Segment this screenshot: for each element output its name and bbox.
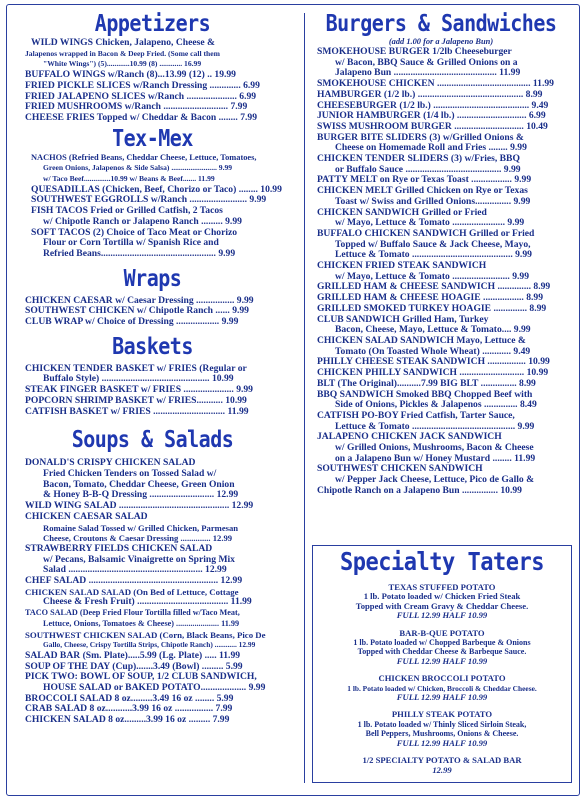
menu-line: & Honey B-B-Q Dressing ........................... 12.99 — [43, 490, 239, 501]
menu-line: SMOKEHOUSE CHICKEN ....................................... 11.99 — [317, 79, 554, 90]
baskets-list — [9, 364, 296, 418]
texmex-list — [9, 153, 296, 260]
tater-item — [313, 710, 571, 748]
tater-desc: Bell Peppers, Mushrooms, Onions & Cheese. — [365, 729, 519, 739]
tater-desc: 1 lb. Potato loaded w/ Chicken, Broccoli & Cheddar Cheese. — [347, 683, 537, 693]
menu-line: Cheese on Homemade Roll and Fries ........ 9.99 — [335, 143, 527, 154]
menu-line: STEAK FINGER BASKET w/ FRIES ..................... 9.99 — [25, 385, 253, 396]
menu-line: HOUSE SALAD or BAKED POTATO................... 9.99 — [43, 683, 266, 694]
menu-line: JALAPENO CHICKEN JACK SANDWICH — [317, 432, 502, 443]
menu-line: Jalapenos wrapped in Bacon & Deep Fried. (Some call them — [25, 48, 220, 58]
menu-line: BLT (The Original)..........7.99 BIG BLT ............... 8.99 — [317, 378, 536, 389]
menu-line: w/ Grilled Onions, Mushrooms, Bacon & Cheese — [335, 443, 534, 454]
menu-line: CHICKEN PHILLY SANDWICH ........................... 10.99 — [317, 368, 549, 379]
menu-line: Tomato (On Toasted Whole Wheat) ............ 9.49 — [335, 346, 531, 357]
tater-desc: 1 lb. Potato loaded w/ Thinly Sliced Sirloin Steak, — [357, 719, 527, 729]
menu-line: SMOKEHOUSE BURGER 1/2lb Cheeseburger — [317, 47, 512, 57]
texmex-heading: Tex-Mex — [112, 123, 193, 152]
menu-line: PHILLY CHEESE STEAK SANDWICH ................ 10.99 — [317, 357, 550, 368]
tater-name: PHILLY STEAK POTATO — [391, 709, 493, 720]
menu-line: Lettuce & Tomato ........................................... 9.99 — [335, 421, 535, 432]
burgers-list — [309, 47, 573, 497]
menu-line: WILD WING SALAD .............................................. 12.99 — [25, 501, 254, 512]
menu-line: BURGER BITE SLIDERS (3) w/Grilled Onions & — [317, 132, 524, 143]
menu-line: w/ Taco Beef..............10.99 w/ Beans & Beef....... 11.99 — [43, 174, 215, 184]
menu-line: Bacon, Cheese, Mayo, Lettuce & Tomato.... 9.99 — [335, 325, 531, 336]
menu-line: HAMBURGER (1/2 lb.) ............................................ 8.99 — [317, 89, 543, 100]
appetizers-heading: Appetizers — [94, 9, 211, 37]
menu-line: CHICKEN TENDER SLIDERS (3) w/Fries, BBQ — [317, 154, 520, 165]
menu-line: Jalapeno Bun ........................................... 11.99 — [335, 68, 521, 79]
menu-line: POPCORN SHRIMP BASKET w/ FRIES........... 10.99 — [25, 395, 247, 406]
menu-line: SOFT TACOS (2) Choice of Taco Meat or Chorizo — [31, 227, 238, 238]
menu-line: STRAWBERRY FIELDS CHICKEN SALAD — [25, 543, 213, 554]
menu-line: Gallo, Cheese, Crispy Tortilla Strips, Chipotle Ranch) ............ 12.99 — [43, 640, 256, 650]
taters-heading: Specialty Taters — [340, 548, 544, 577]
menu-line: CHICKEN FRIED STEAK SANDWICH — [317, 261, 487, 272]
menu-line: TACO SALAD (Deep Fried Flour Tortilla filled w/Taco Meat, — [25, 608, 240, 618]
menu-line: WILD WINGS Chicken, Jalapeno, Cheese & — [31, 38, 215, 48]
menu-line: CHICKEN TENDER BASKET w/ FRIES (Regular or — [25, 363, 247, 374]
menu-line: PICK TWO: BOWL OF SOUP, 1/2 CLUB SANDWICH, — [25, 672, 257, 683]
menu-line: CHICKEN CAESAR SALAD — [25, 511, 148, 522]
soups-list — [9, 458, 296, 726]
menu-line: w/ Pecans, Balsamic Vinaigrette on Spring Mix — [43, 554, 235, 565]
menu-line: Chipotle Ranch on a Jalapeno Bun ............... 10.99 — [317, 485, 522, 496]
menu-line: BBQ SANDWICH Smoked BBQ Chopped Beef with — [317, 389, 533, 400]
menu-line: CHICKEN CAESAR w/ Caesar Dressing ................ 9.99 — [25, 295, 254, 306]
baskets-heading: Baskets — [112, 331, 193, 360]
tater-desc: 1 lb. Potato loaded w/ Chopped Barbeque & Onions — [353, 638, 531, 648]
burgers-heading: Burgers & Sandwiches — [325, 9, 557, 37]
menu-line: CHEESE FRIES Topped w/ Cheddar & Bacon ........ 7.99 — [25, 112, 257, 123]
left-column — [9, 5, 296, 726]
right-column — [309, 5, 573, 497]
menu-line: w/ Chipotle Ranch or Jalapeno Ranch ......... 9.99 — [43, 216, 242, 227]
menu-line: Salad ........................................................ 12.99 — [43, 565, 227, 576]
tater-price: FULL 12.99 HALF 10.99 — [396, 610, 488, 621]
menu-line: PATTY MELT on Rye or Texas Toast ................. 9.99 — [317, 175, 532, 186]
menu-line: BROCCOLI SALAD 8 oz.........3.49 16 oz ........ 5.99 — [25, 693, 234, 704]
menu-line: CHICKEN SALAD SALAD (On Bed of Lettuce, Cottage — [25, 586, 239, 597]
soups-heading: Soups & Salads — [71, 425, 234, 454]
menu-line: FRIED JALAPENO SLICES w/Ranch ..................... 6.99 — [25, 91, 257, 102]
menu-line: w/ Mayo, Lettuce & Tomato ........................ 9.99 — [335, 271, 529, 282]
menu-line: JUNIOR HAMBURGER (1/4 lb.) ............................. 6.99 — [317, 111, 546, 122]
menu-line: Flour or Corn Tortilla w/ Spanish Rice and — [43, 238, 219, 249]
menu-line: Bacon, Tomato, Cheddar Cheese, Green Onion — [43, 479, 235, 490]
tater-desc: Topped with Cheddar Cheese & Barbeque Sauce. — [357, 647, 527, 657]
menu-line: SWISS MUSHROOM BURGER ............................. 10.49 — [317, 121, 548, 132]
tater-item — [313, 674, 571, 702]
menu-line: FISH TACOS Fried or Grilled Catfish, 2 Tacos — [31, 206, 223, 217]
menu-line: "White Wings") (5)............10.99 (8) ............ 16.99 — [43, 59, 202, 69]
menu-line: CHICKEN MELT Grilled Chicken on Rye or Texas — [317, 186, 528, 197]
menu-line: BUFFALO CHICKEN SANDWICH Grilled or Fried — [317, 228, 535, 239]
wraps-list — [9, 296, 296, 328]
menu-line: Lettuce & Tomato .......................................... 9.99 — [335, 250, 532, 261]
tater-desc: 1 lb. Potato loaded w/ Chicken Fried Steak — [363, 591, 521, 602]
tater-item — [313, 629, 571, 667]
menu-line: CHEF SALAD ...................................................... 12.99 — [25, 576, 243, 587]
menu-line: CRAB SALAD 8 oz...........3.99 16 oz ................ 7.99 — [25, 704, 233, 715]
tater-item — [313, 756, 571, 775]
tater-name: BAR-B-QUE POTATO — [399, 627, 485, 638]
column-divider — [304, 13, 305, 783]
menu-line: CLUB SANDWICH Grilled Ham, Turkey — [317, 314, 489, 325]
menu-line: Buffalo Style) ............................................. 10.99 — [43, 374, 234, 385]
menu-line: Lettuce, Onions, Tomatoes & Cheese) ..................... 11.99 — [43, 618, 240, 628]
menu-line: QUESADILLAS (Chicken, Beef, Chorizo or Taco) ........ 10.99 — [31, 184, 282, 195]
tater-price: FULL 12.99 HALF 10.99 — [396, 692, 488, 703]
menu-line: BUFFALO WINGS w/Ranch (8)...13.99 (12) .. 19.99 — [25, 70, 236, 81]
menu-line: or Buffalo Sauce ........................................ 9.99 — [335, 164, 521, 175]
menu-line: w/ Mayo, Lettuce & Tomato ...................... 9.99 — [335, 218, 525, 229]
menu-line: CHICKEN SALAD SANDWICH Mayo, Lettuce & — [317, 335, 526, 346]
menu-line: SOUTHWEST CHICKEN w/ Chipotle Ranch ...... 9.99 — [25, 306, 249, 317]
menu-line: Side of Onions, Pickles & Jalapenos .............. 8.49 — [335, 400, 537, 411]
menu-line: CATFISH PO-BOY Fried Catfish, Tarter Sauce, — [317, 410, 515, 421]
menu-line: GRILLED SMOKED TURKEY HOAGIE .............. 8.99 — [317, 303, 547, 314]
tater-name: 1/2 SPECIALTY POTATO & SALAD BAR — [362, 755, 522, 766]
menu-page — [6, 4, 580, 796]
menu-line: Fried Chicken Tenders on Tossed Salad w/ — [43, 468, 217, 479]
appetizers-list — [9, 38, 296, 124]
menu-line: SOUTHWEST EGGROLLS w/Ranch ........................ 9.99 — [31, 195, 267, 206]
tater-price: FULL 12.99 HALF 10.99 — [396, 737, 488, 748]
menu-line: NACHOS (Refried Beans, Cheddar Cheese, Lettuce, Tomatoes, — [31, 152, 257, 162]
menu-line: Cheese & Fresh Fruit) ...................................... 11.99 — [43, 597, 252, 608]
menu-line: FRIED MUSHROOMS w/Ranch ........................... 7.99 — [25, 102, 248, 113]
menu-line: CLUB WRAP w/ Choice of Dressing .................. 9.99 — [25, 317, 239, 328]
tater-price: FULL 12.99 HALF 10.99 — [396, 655, 488, 666]
menu-line: GRILLED HAM & CHEESE HOAGIE ................. 8.99 — [317, 293, 544, 304]
menu-line: CATFISH BASKET w/ FRIES .............................. 11.99 — [25, 406, 249, 417]
menu-line: Refried Beans................................................ 9.99 — [43, 248, 236, 259]
tater-desc: Topped with Cream Gravy & Cheddar Cheese. — [355, 600, 529, 611]
menu-line: SOUP OF THE DAY (Cup).......3.49 (Bowl) ......... 5.99 — [25, 661, 243, 672]
menu-line: SOUTHWEST CHICKEN SALAD (Corn, Black Beans, Pico De — [25, 629, 266, 640]
menu-line: Topped w/ Buffalo Sauce & Jack Cheese, Mayo, — [335, 239, 531, 250]
specialty-taters-box — [312, 545, 572, 783]
menu-line: Cheese, Croutons & Caesar Dressing .............. 12.99 — [43, 533, 233, 544]
tater-name: CHICKEN BROCCOLI POTATO — [378, 673, 506, 684]
menu-line: CHEESEBURGER (1/2 lb.) ........................................ 9.49 — [317, 100, 549, 111]
menu-line: Toast w/ Swiss and Grilled Onions............... 9.99 — [335, 196, 531, 207]
menu-line: SALAD BAR (Sm. Plate).....5.99 (Lg. Plate) ..... 11.99 — [25, 650, 241, 661]
menu-line: FRIED PICKLE SLICES w/Ranch Dressing ............. 6.99 — [25, 80, 260, 91]
menu-line: GRILLED HAM & CHEESE SANDWICH .............. 8.99 — [317, 282, 551, 293]
menu-line: w/ Bacon, BBQ Sauce & Grilled Onions on a — [335, 57, 518, 68]
menu-line: CHICKEN SANDWICH Grilled or Fried — [317, 207, 487, 218]
menu-line: Romaine Salad Tossed w/ Grilled Chicken, Parmesan — [43, 522, 239, 533]
jalapeno-bun-note: (add 1.00 for a Jalapeno Bun) — [388, 37, 494, 46]
menu-line: on a Jalapeno Bun w/ Honey Mustard ........ 11.99 — [335, 453, 536, 464]
menu-line: w/ Pepper Jack Cheese, Lettuce, Pico de Gallo & — [335, 475, 535, 486]
tater-name: TEXAS STUFFED POTATO — [388, 582, 496, 592]
menu-line: CHICKEN SALAD 8 oz.........3.99 16 oz ......... 7.99 — [25, 715, 230, 726]
menu-line: Green Onions, Jalapenos & Side Salsa) ........................ 9.99 — [43, 163, 233, 173]
tater-item — [313, 583, 571, 621]
menu-line: SOUTHWEST CHICKEN SANDWICH — [317, 464, 483, 475]
tater-price: 12.99 — [432, 764, 452, 775]
wraps-heading: Wraps — [123, 263, 182, 292]
menu-line: DONALD'S CRISPY CHICKEN SALAD — [25, 458, 196, 469]
